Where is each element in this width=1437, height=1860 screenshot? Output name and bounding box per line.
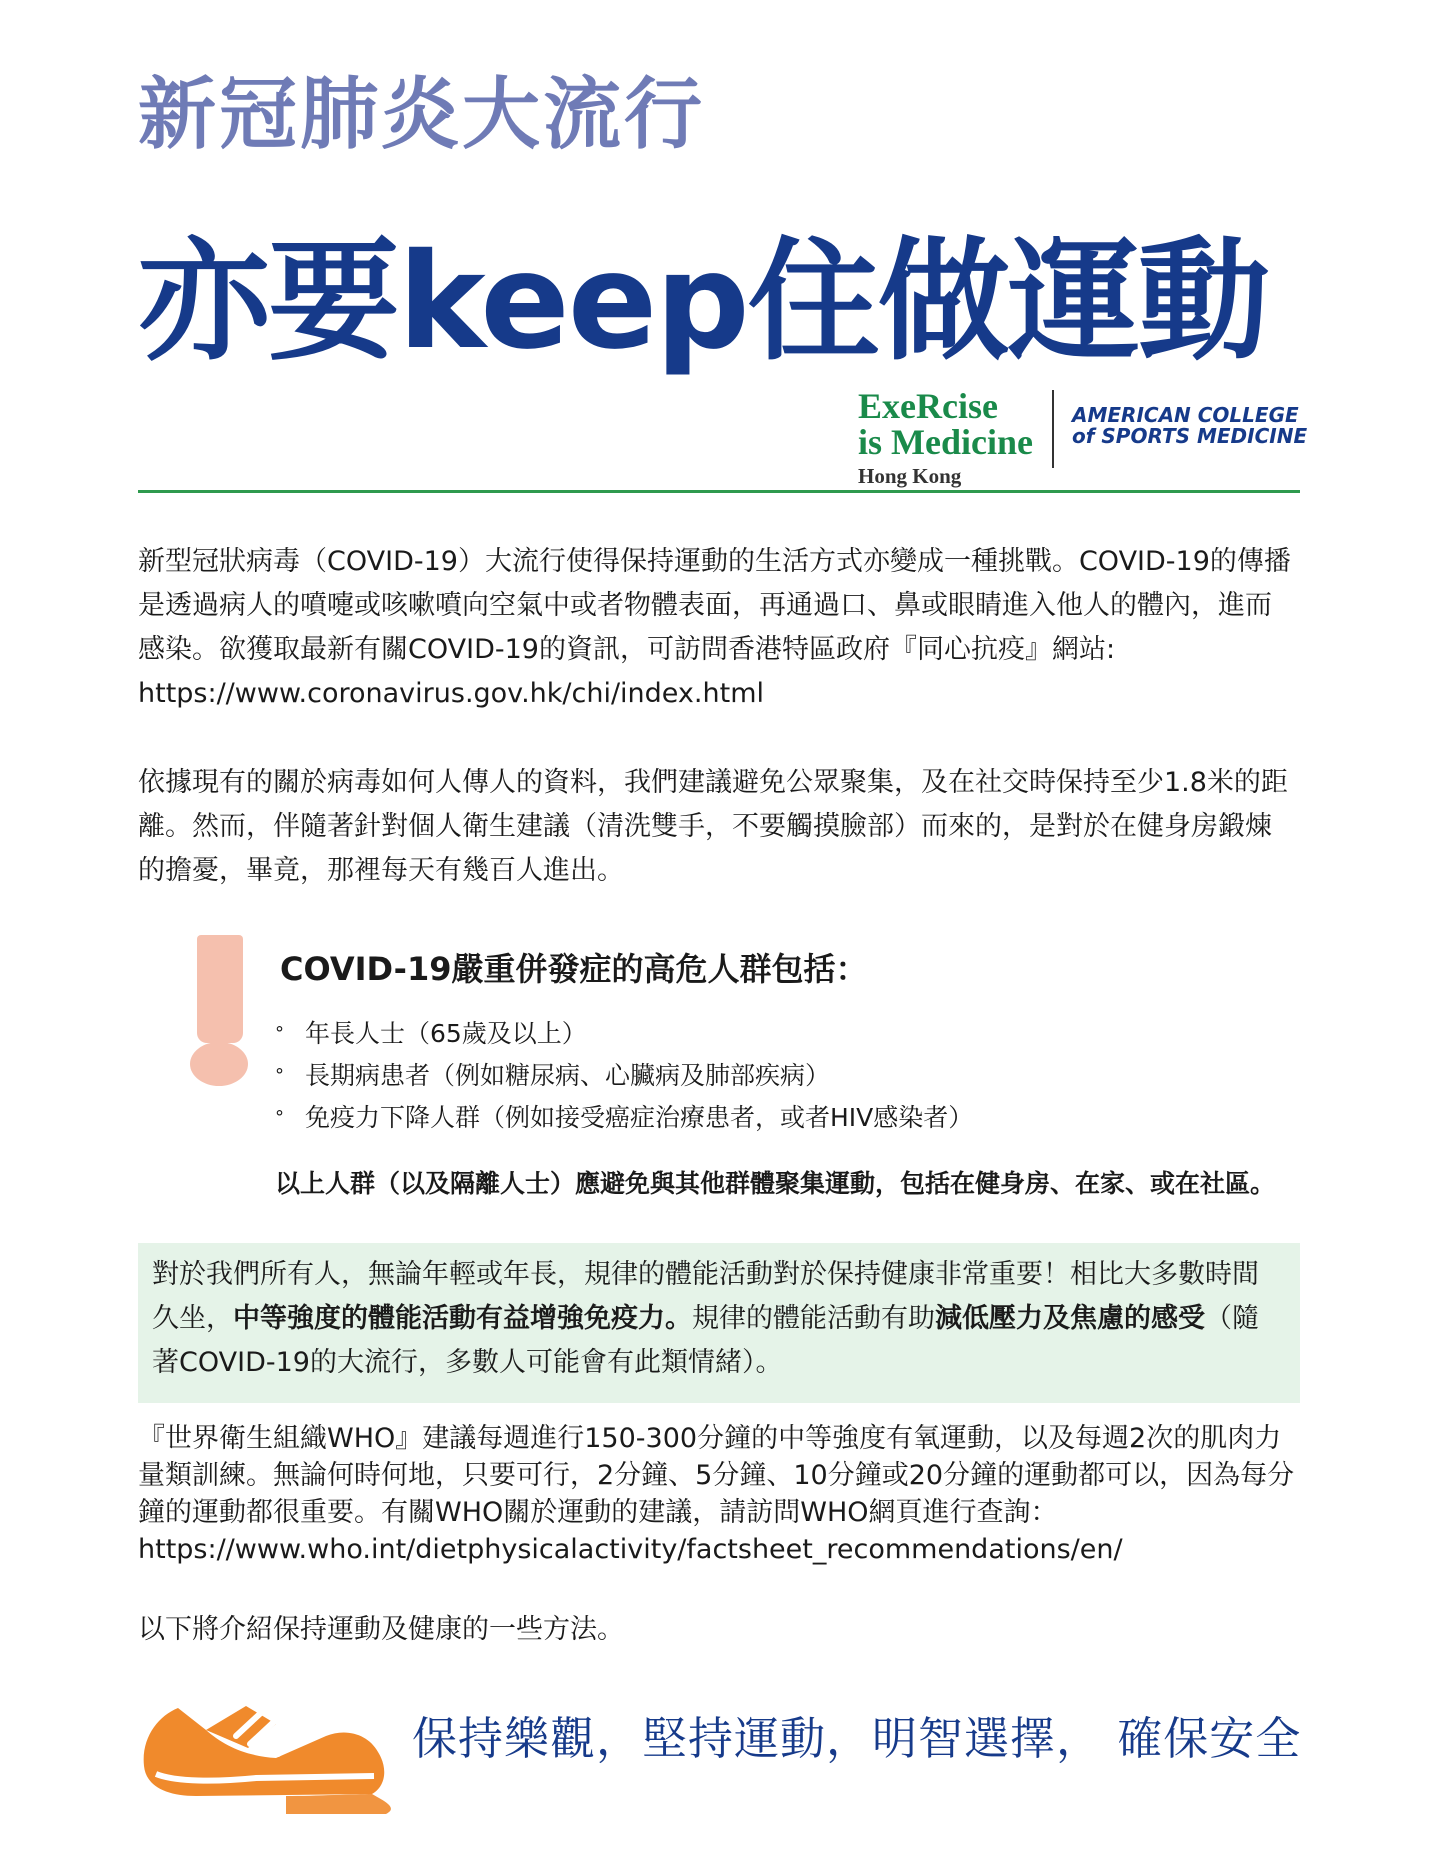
highlight-text: 對於我們所有人，無論年輕或年長，規律的體能活動對於保持健康非常重要！相比大多數時間久坐， xyxy=(152,1259,1259,1334)
eim-logo-line3: Hong Kong xyxy=(858,464,962,488)
header-divider xyxy=(138,490,1300,493)
exercise-is-medicine-logo xyxy=(858,388,1033,487)
acsm-logo-line2: of SPORTS MEDICINE xyxy=(1072,424,1308,448)
risk-group-note: 以上人群（以及隔離人士）應避免與其他群體聚集運動，包括在健身房、在家、或在社區。 xyxy=(275,1169,1276,1198)
highlight-paragraph xyxy=(152,1253,1282,1385)
sneaker-icon xyxy=(136,1678,406,1822)
intro-paragraph: 新型冠狀病毒（COVID-19）大流行使得保持運動的生活方式亦變成一種挑戰。COVID-19的傳播是透過病人的噴嚏或咳嗽噴向空氣中或者物體表面，再通過口、鼻或眼睛進入他人的體內，進而感染。欲獲取最新有關COVID-19的資訊，可訪問香港特區政府『同心抗疫』網站: https://www.coronavirus.gov.hk/chi/index.html xyxy=(138,546,1291,709)
list-item xyxy=(275,1055,973,1097)
exclamation-dot-icon xyxy=(190,1042,248,1086)
who-paragraph: 『世界衛生組織WHO』建議每週進行150-300分鐘的中等強度有氧運動，以及每週2次的肌肉力量類訓練。無論何時何地，只要可行，2分鐘、5分鐘、10分鐘或20分鐘的運動都可以，因為每分鐘的運動都很重要。有關WHO關於運動的建議，請訪問WHO網頁進行查詢：https://www.who.int/dietphysicalactivity/factsheet_recommendations/en/ xyxy=(138,1423,1295,1565)
eim-logo-line1: ExeRcise xyxy=(858,386,998,426)
slogan-text: 保持樂觀，堅持運動，明智選擇， 確保安全 xyxy=(412,1712,1302,1765)
highlight-text: （隨著COVID-19的大流行，多數人可能會有此類情緒）。 xyxy=(152,1303,1259,1378)
risk-group-title: COVID-19嚴重併發症的高危人群包括： xyxy=(280,950,868,988)
risk-group-list xyxy=(275,1013,973,1139)
highlight-text: 規律的體能活動有助 xyxy=(692,1303,935,1334)
exclamation-icon xyxy=(197,935,243,1043)
bullet-icon: ° xyxy=(275,1107,284,1128)
intro-methods-text: 以下將介紹保持運動及健康的一些方法。 xyxy=(138,1614,624,1645)
highlight-bold-text: 減低壓力及焦慮的感受 xyxy=(935,1303,1205,1334)
sneaker-graphic xyxy=(136,1678,406,1818)
list-item xyxy=(275,1097,973,1139)
eim-logo-line2: is Medicine xyxy=(858,422,1033,462)
risk-item-text: 長期病患者（例如糖尿病、心臟病及肺部疾病） xyxy=(305,1061,831,1090)
list-item xyxy=(275,1013,973,1055)
highlight-bold-text: 中等強度的體能活動有益增強免疫力。 xyxy=(233,1303,692,1334)
bullet-icon: ° xyxy=(275,1065,284,1086)
acsm-logo-line1: AMERICAN COLLEGE xyxy=(1072,403,1299,427)
acsm-logo xyxy=(1072,405,1307,447)
risk-item-text: 免疫力下降人群（例如接受癌症治療患者，或者HIV感染者） xyxy=(305,1103,974,1132)
document-subtitle: 新冠肺炎大流行 xyxy=(138,70,706,160)
transmission-paragraph: 依據現有的關於病毒如何人傳人的資料，我們建議避免公眾聚集，及在社交時保持至少1.8米的距離。然而，伴隨著針對個人衛生建議（清洗雙手，不要觸摸臉部）而來的，是對於在健身房鍛煉的擔憂，畢竟，那裡每天有幾百人進出。 xyxy=(138,767,1288,886)
document-title: 亦要keep住做運動 xyxy=(138,225,1268,379)
logo-divider xyxy=(1052,390,1054,468)
risk-item-text: 年長人士（65歲及以上） xyxy=(305,1019,587,1048)
bullet-icon: ° xyxy=(275,1023,284,1044)
